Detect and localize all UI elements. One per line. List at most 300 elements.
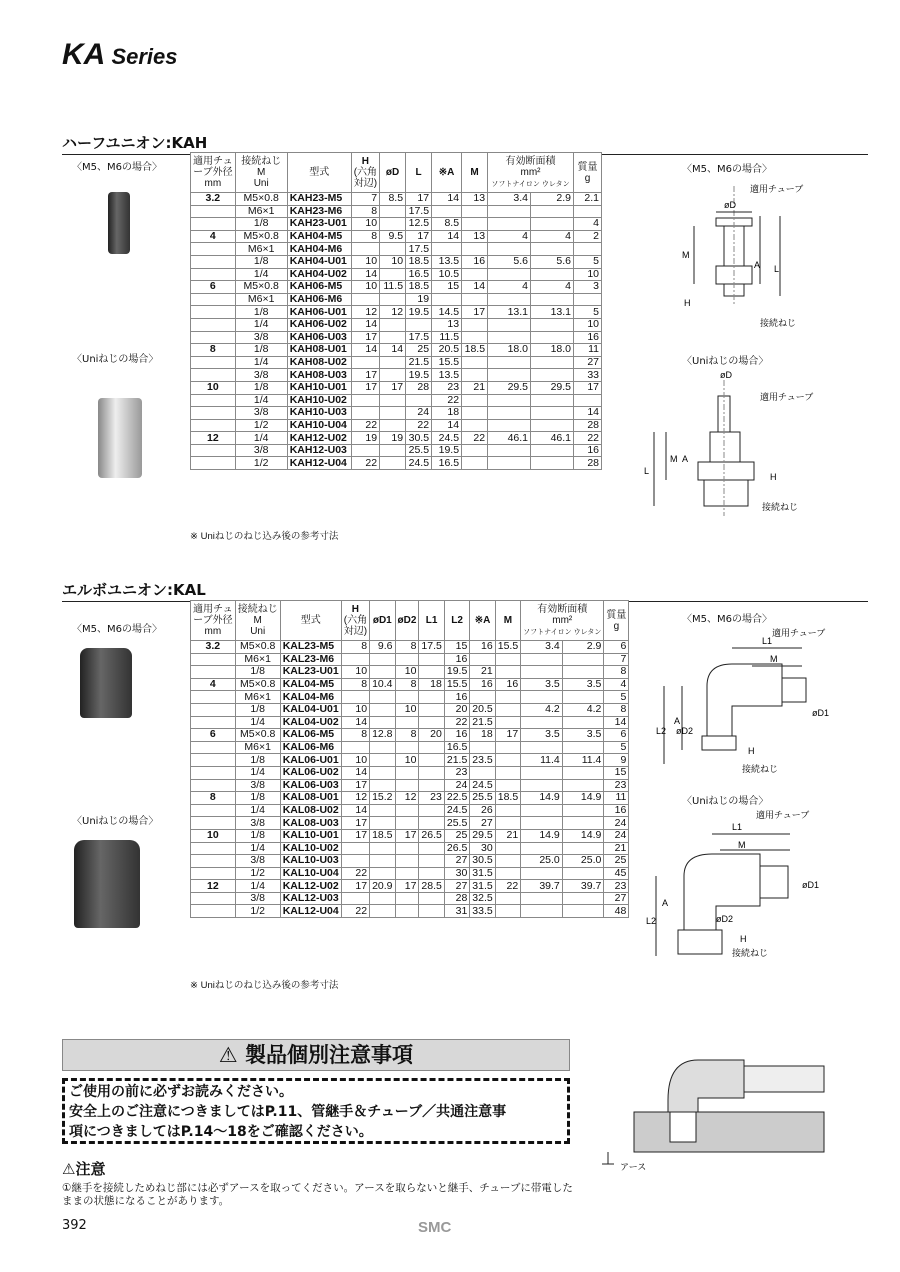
kal-cell: KAL06-U01 <box>280 754 341 767</box>
kal-cell <box>370 779 395 792</box>
kal-cell <box>370 892 395 905</box>
kal-cell: 33.5 <box>470 905 495 918</box>
kal-row <box>191 716 629 729</box>
kah-uni-tube: 適用チューブ <box>760 392 814 402</box>
kal-cell: 8 <box>341 641 369 654</box>
kal-cell <box>370 741 395 754</box>
kah-cell: 9.5 <box>380 230 406 243</box>
kal-cell <box>370 754 395 767</box>
kah-cell: M5×0.8 <box>235 281 287 294</box>
kah-cell <box>531 268 574 281</box>
kal-cell <box>495 867 520 880</box>
kal-cell: 15 <box>444 641 469 654</box>
kah-cell <box>191 331 236 344</box>
th-kal-l1: L1 <box>419 601 444 641</box>
kal-cell <box>419 653 444 666</box>
kah-cell <box>488 318 531 331</box>
kal-cell <box>495 804 520 817</box>
kah-cell: 19 <box>351 432 379 445</box>
kal-cell: 24.5 <box>444 804 469 817</box>
kah-cell: 28 <box>574 457 602 470</box>
kal-cell: 10 <box>191 829 236 842</box>
kah-cell: 17.5 <box>406 205 432 218</box>
kah-cell <box>462 205 488 218</box>
kah-uni-l: L <box>644 466 650 476</box>
kal-cell: M6×1 <box>235 653 280 666</box>
kal-cell: 16 <box>495 678 520 691</box>
kah-cell <box>191 419 236 432</box>
th-kal-od1: øD1 <box>370 601 395 641</box>
kal-cell <box>470 653 495 666</box>
kah-cell <box>531 293 574 306</box>
kah-cell: 28 <box>574 419 602 432</box>
kal-cell: 3/8 <box>235 817 280 830</box>
kal-cell: 12 <box>341 792 369 805</box>
kah-cell: 19.5 <box>406 306 432 319</box>
kah-cell <box>488 205 531 218</box>
kah-cell: 15 <box>432 281 462 294</box>
kal-uni-m: M <box>738 840 746 850</box>
kah-cell <box>191 243 236 256</box>
kal-cell <box>370 766 395 779</box>
kal-cell <box>562 892 604 905</box>
kal-cell <box>370 666 395 679</box>
kah-cell <box>488 356 531 369</box>
th-h: H (六角 対辺) <box>351 153 379 193</box>
kal-cell: 1/4 <box>235 766 280 779</box>
kal-cell <box>395 892 419 905</box>
kah-row <box>191 331 602 344</box>
kah-cell: 18.5 <box>462 344 488 357</box>
kah-cell: 17 <box>406 193 432 206</box>
kal-cell: 5 <box>604 741 629 754</box>
kal-cell: 24 <box>604 817 629 830</box>
warning-text-2: 安全上のご注意につきましてはP.11、管継手＆チューブ／共通注意事 <box>69 1104 507 1120</box>
kah-cell: 22 <box>574 432 602 445</box>
kal-cell: 16.5 <box>444 741 469 754</box>
kal-diag-od2: øD2 <box>676 726 694 736</box>
kal-cell <box>495 754 520 767</box>
kal-cell <box>395 716 419 729</box>
kal-cell <box>419 817 444 830</box>
kah-cell: 11.5 <box>380 281 406 294</box>
kal-cell <box>395 766 419 779</box>
kah-cell: 17 <box>462 306 488 319</box>
kah-cell: M6×1 <box>235 205 287 218</box>
kah-cell: KAH12-U04 <box>287 457 351 470</box>
kal-table <box>190 600 629 918</box>
kah-diag-h: H <box>684 298 691 308</box>
kah-cell: 46.1 <box>531 432 574 445</box>
kah-cell <box>380 318 406 331</box>
kal-cell: KAL04-M6 <box>280 691 341 704</box>
kah-cell: 46.1 <box>488 432 531 445</box>
kal-cell: KAL10-U01 <box>280 829 341 842</box>
kal-cell <box>562 716 604 729</box>
kal-cell: 22.5 <box>444 792 469 805</box>
kal-cell <box>562 817 604 830</box>
kal-cell: 16 <box>470 641 495 654</box>
kal-cell: KAL08-U02 <box>280 804 341 817</box>
kal-cell <box>370 842 395 855</box>
kah-cell <box>351 293 379 306</box>
kah-cell: 1/8 <box>235 344 287 357</box>
kah-cell: 8 <box>351 205 379 218</box>
kah-cell: 17 <box>351 331 379 344</box>
kal-cell <box>419 741 444 754</box>
kah-cell: M5×0.8 <box>235 193 287 206</box>
kah-cell <box>406 394 432 407</box>
kal-cell <box>191 766 236 779</box>
kal-cell: 27 <box>444 880 469 893</box>
kal-cell: KAL06-M5 <box>280 729 341 742</box>
earth-label: アース <box>620 1162 647 1172</box>
kal-cell: KAL23-M5 <box>280 641 341 654</box>
kah-cell: 29.5 <box>531 381 574 394</box>
kal-m5-diagram <box>652 626 832 786</box>
kal-row <box>191 779 629 792</box>
kah-cell: 14 <box>380 344 406 357</box>
kah-cell: 18.5 <box>406 281 432 294</box>
kal-cell: 24 <box>444 779 469 792</box>
th-kal-m: M <box>495 601 520 641</box>
kal-cell: 20 <box>419 729 444 742</box>
kah-cell: 3/8 <box>235 407 287 420</box>
kah-cell: 20.5 <box>432 344 462 357</box>
kah-cell: KAH04-M5 <box>287 230 351 243</box>
kal-cell: 1/2 <box>235 867 280 880</box>
kal-cell <box>419 666 444 679</box>
kal-cell: 48 <box>604 905 629 918</box>
kah-diag-od: øD <box>724 200 736 210</box>
kal-cell: 7 <box>604 653 629 666</box>
kah-cell <box>488 457 531 470</box>
kah-cell <box>380 407 406 420</box>
kah-cell <box>462 331 488 344</box>
kah-row <box>191 381 602 394</box>
kah-cell: 1/8 <box>235 255 287 268</box>
th-l: L <box>406 153 432 193</box>
kah-cell: KAH08-U02 <box>287 356 351 369</box>
kal-row <box>191 703 629 716</box>
kal-cell: 23 <box>444 766 469 779</box>
kal-cell: 1/4 <box>235 716 280 729</box>
kah-row <box>191 205 602 218</box>
kal-cell <box>562 905 604 918</box>
kah-cell: 3 <box>574 281 602 294</box>
kal-row <box>191 766 629 779</box>
kal-cell: 20.5 <box>470 703 495 716</box>
kal-cell: 3/8 <box>235 892 280 905</box>
kal-cell <box>191 716 236 729</box>
kal-table-body <box>191 641 629 918</box>
kah-cell <box>574 394 602 407</box>
kal-cell: 12 <box>395 792 419 805</box>
kal-row <box>191 892 629 905</box>
kal-cell: 10 <box>395 666 419 679</box>
kal-diag-m: M <box>770 654 778 664</box>
kal-cell <box>495 691 520 704</box>
kah-cell: KAH06-M6 <box>287 293 351 306</box>
kal-cell <box>562 653 604 666</box>
kal-diag-tube: 適用チューブ <box>772 628 826 638</box>
kah-cell: 1/4 <box>235 394 287 407</box>
kah-cell: 16 <box>462 255 488 268</box>
page-number: 392 <box>62 1218 87 1233</box>
kal-cell: 11.4 <box>521 754 563 767</box>
kah-row <box>191 419 602 432</box>
kal-cell: 14 <box>341 804 369 817</box>
kal-cell: 31.5 <box>470 880 495 893</box>
kah-cell: 14 <box>432 193 462 206</box>
kal-cell <box>562 766 604 779</box>
kal-cell: 1/4 <box>235 880 280 893</box>
kah-cell: 5 <box>574 306 602 319</box>
kal-uni-tube: 適用チューブ <box>756 810 810 820</box>
kal-cell: 15.5 <box>444 678 469 691</box>
kah-cell: 18.0 <box>531 344 574 357</box>
kal-cell <box>370 691 395 704</box>
kah-cell: 14 <box>574 407 602 420</box>
kal-cell <box>419 703 444 716</box>
kah-row <box>191 268 602 281</box>
kal-cell <box>395 867 419 880</box>
kah-cell: 5.6 <box>488 255 531 268</box>
kah-cell: 17.5 <box>406 331 432 344</box>
kah-cell: 4 <box>531 281 574 294</box>
kal-cell: 3.2 <box>191 641 236 654</box>
kal-cell: 39.7 <box>521 880 563 893</box>
kah-cell <box>191 306 236 319</box>
kal-cell: 11 <box>604 792 629 805</box>
kah-uni-m: M <box>670 454 678 464</box>
kal-cell: 30.5 <box>470 855 495 868</box>
kal-cell <box>419 842 444 855</box>
kah-cell: 19 <box>380 432 406 445</box>
kal-cell <box>191 892 236 905</box>
kal-cell: 25.5 <box>470 792 495 805</box>
kah-row <box>191 369 602 382</box>
kal-uni-od2: øD2 <box>716 914 734 924</box>
kah-cell: 13.5 <box>432 255 462 268</box>
kal-row <box>191 641 629 654</box>
kal-diag-thread: 接続ねじ <box>742 764 779 774</box>
kal-cell: 27 <box>470 817 495 830</box>
kah-cell <box>380 457 406 470</box>
kal-cell <box>470 691 495 704</box>
kal-cell: 1/4 <box>235 842 280 855</box>
kal-cell: 17 <box>341 779 369 792</box>
kah-cell: 15.5 <box>432 356 462 369</box>
kal-cell: 1/8 <box>235 666 280 679</box>
kah-cell: 10 <box>191 381 236 394</box>
kah-cell <box>531 369 574 382</box>
kah-cell: KAH10-U03 <box>287 407 351 420</box>
kah-cell: 28 <box>406 381 432 394</box>
kah-cell: 4 <box>191 230 236 243</box>
kal-cell: 2.9 <box>562 641 604 654</box>
kah-cell: 16 <box>574 444 602 457</box>
kah-cell: 14 <box>351 268 379 281</box>
kah-m5-diagram <box>672 176 822 336</box>
kal-cell: 39.7 <box>562 880 604 893</box>
kal-cell: 26.5 <box>419 829 444 842</box>
kah-cell <box>191 457 236 470</box>
kah-uni-a: A <box>682 454 689 464</box>
kal-cell <box>370 905 395 918</box>
kah-cell: 2.9 <box>531 193 574 206</box>
kal-cell: 24 <box>604 829 629 842</box>
kah-cell: 4 <box>531 230 574 243</box>
kah-cell <box>191 356 236 369</box>
kah-cell <box>191 293 236 306</box>
kah-cell <box>432 205 462 218</box>
kal-cell: 14.9 <box>562 792 604 805</box>
kal-cell: 16 <box>444 653 469 666</box>
kah-cell <box>462 457 488 470</box>
kah-m5-product-image <box>108 192 130 254</box>
kah-cell <box>191 407 236 420</box>
kal-cell: 1/8 <box>235 829 280 842</box>
kal-cell <box>562 804 604 817</box>
kah-cell <box>462 407 488 420</box>
kah-cell: 3/8 <box>235 369 287 382</box>
kal-cell: 8 <box>341 729 369 742</box>
kal-cell: 45 <box>604 867 629 880</box>
kal-cell <box>495 741 520 754</box>
kal-cell <box>495 779 520 792</box>
kal-cell: KAL12-U03 <box>280 892 341 905</box>
kah-cell: KAH04-U02 <box>287 268 351 281</box>
kah-cell <box>380 205 406 218</box>
kal-cell <box>370 716 395 729</box>
kal-cell <box>562 741 604 754</box>
kal-cell: 15.5 <box>495 641 520 654</box>
kal-cell: 8 <box>191 792 236 805</box>
kah-cell: 4 <box>488 230 531 243</box>
kal-uni-od1: øD1 <box>802 880 820 890</box>
kah-uni-h: H <box>770 472 777 482</box>
kal-cell <box>395 905 419 918</box>
kal-cell: 3/8 <box>235 855 280 868</box>
kah-cell: 1/4 <box>235 318 287 331</box>
kah-cell: 17 <box>351 369 379 382</box>
kal-cell <box>370 804 395 817</box>
kah-cell <box>488 407 531 420</box>
kal-cell <box>191 653 236 666</box>
kal-row <box>191 754 629 767</box>
kah-cell <box>380 293 406 306</box>
kah-cell: 1/4 <box>235 432 287 445</box>
kah-cell: 1/8 <box>235 306 287 319</box>
th-od: øD <box>380 153 406 193</box>
smc-logo: SMC <box>418 1219 452 1236</box>
kah-cell: 7 <box>351 193 379 206</box>
kal-cell: 15 <box>604 766 629 779</box>
kah-cell: 14 <box>462 281 488 294</box>
kal-cell: 4 <box>604 678 629 691</box>
kal-cell: 23 <box>604 880 629 893</box>
kal-cell: 10 <box>341 754 369 767</box>
series-title <box>62 38 178 72</box>
kah-cell <box>488 394 531 407</box>
caution-text: ①継手を接続しためねじ部には必ずアースを取ってください。アースを取らないと継手、チューブに帯電したままの状態になることがあります。 <box>62 1182 573 1207</box>
th-model: 型式 <box>287 153 351 193</box>
kal-cell <box>470 741 495 754</box>
kah-cell: 4 <box>488 281 531 294</box>
th-kal-l2: L2 <box>444 601 469 641</box>
kal-cell <box>521 804 563 817</box>
kal-cell: 17 <box>395 829 419 842</box>
kal-cell: 21.5 <box>444 754 469 767</box>
kal-cell <box>191 703 236 716</box>
kah-cell <box>531 356 574 369</box>
warning-box <box>62 1078 570 1144</box>
kal-cell <box>419 855 444 868</box>
kal-row <box>191 905 629 918</box>
kal-row <box>191 691 629 704</box>
kal-cell: 1/8 <box>235 754 280 767</box>
th-kal-tube-od: 適用チュ ーブ外径 mm <box>191 601 236 641</box>
th-kal-mass: 質量 g <box>604 601 629 641</box>
kal-cell: 20.9 <box>370 880 395 893</box>
kal-cell <box>191 741 236 754</box>
kal-cell <box>191 842 236 855</box>
kah-cell <box>488 293 531 306</box>
kal-cell: 25.0 <box>521 855 563 868</box>
kal-section-title: エルボユニオン:KAL <box>62 579 868 602</box>
kah-cell <box>351 407 379 420</box>
kah-cell <box>191 369 236 382</box>
kah-cell: 27 <box>574 356 602 369</box>
kah-cell: 19.5 <box>406 369 432 382</box>
kah-cell: 1/4 <box>235 268 287 281</box>
kal-cell: KAL04-U01 <box>280 703 341 716</box>
kal-cell <box>419 867 444 880</box>
kah-diag-m: M <box>682 250 690 260</box>
kal-uni-l1: L1 <box>732 822 743 832</box>
kah-cell: 18 <box>432 407 462 420</box>
kah-cell <box>432 243 462 256</box>
kah-cell <box>191 444 236 457</box>
kah-cell: 1/4 <box>235 356 287 369</box>
kah-cell: 13.5 <box>432 369 462 382</box>
kal-cell <box>495 892 520 905</box>
kah-cell: KAH12-U03 <box>287 444 351 457</box>
kal-cell: 17 <box>395 880 419 893</box>
kal-cell <box>419 766 444 779</box>
kah-cell: KAH12-U02 <box>287 432 351 445</box>
kah-cell: 21.5 <box>406 356 432 369</box>
kal-cell <box>419 754 444 767</box>
kal-cell: 8 <box>395 641 419 654</box>
kal-cell: 30 <box>444 867 469 880</box>
kal-cell: 22 <box>341 905 369 918</box>
kah-cell: 16 <box>574 331 602 344</box>
kah-cell <box>462 218 488 231</box>
kah-cell: 13 <box>432 318 462 331</box>
kah-cell: 16.5 <box>406 268 432 281</box>
kah-cell: 8.5 <box>380 193 406 206</box>
kah-row <box>191 230 602 243</box>
kal-cell: 3.5 <box>521 729 563 742</box>
kal-cell <box>521 905 563 918</box>
kal-cell <box>395 741 419 754</box>
kal-cell <box>191 754 236 767</box>
kal-cell <box>495 842 520 855</box>
kal-cell: 8 <box>395 678 419 691</box>
kal-cell <box>341 855 369 868</box>
